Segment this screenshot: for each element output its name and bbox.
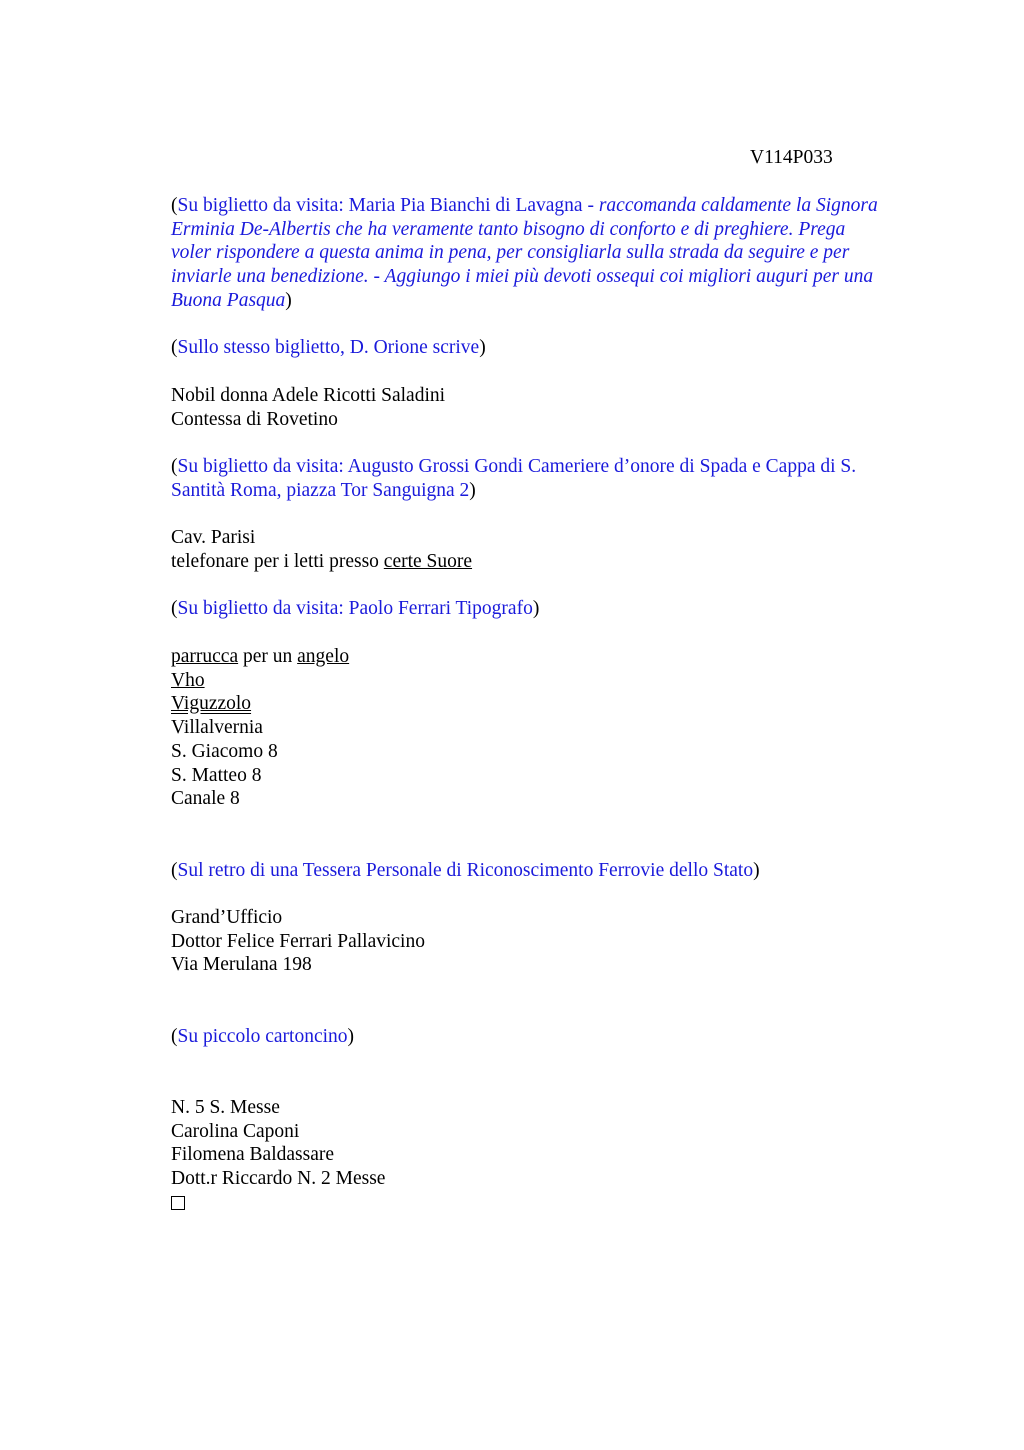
text-line: Dott.r Riccardo N. 2 Messe — [171, 1168, 386, 1190]
note-orione: (Sullo stesso biglietto, D. Orione scrive) — [171, 337, 486, 358]
note-label: Su biglietto da visita: Paolo Ferrari Tipografo — [177, 598, 533, 619]
text-line: Dottor Felice Ferrari Pallavicino — [171, 930, 425, 952]
address-block-ricotti — [171, 384, 931, 431]
text-line: Filomena Baldassare — [171, 1144, 334, 1166]
underlined-text: Vho — [171, 669, 205, 691]
text-line: Via Merulana 198 — [171, 954, 312, 976]
underlined-text: certe Suore — [383, 550, 473, 572]
note-text: Erminia De-Albertis che ha veramente tanto bisogno di conforto e di preghiere. Prega — [171, 218, 846, 240]
text-block-places: parrucca per un angelo Vho Viguzzolo Villalvernia S. Giacomo 8 S. Matteo 8 Canale 8 — [171, 645, 931, 811]
text-block-parisi: Cav. Parisi telefonare per i letti presso certe Suore — [171, 526, 931, 573]
text-line: N. 5 S. Messe — [171, 1097, 280, 1118]
card-note-ferrari: (Su biglietto da visita: Paolo Ferrari Tipografo) — [171, 598, 540, 619]
text-line: Contessa di Rovetino — [171, 408, 338, 430]
card-note-tessera: (Sul retro di una Tessera Personale di Riconoscimento Ferrovie dello Stato) — [171, 860, 760, 881]
note-label: Su biglietto da visita: Augusto Grossi Gondi Cameriere d’onore di Spada e Cappa di S. — [177, 456, 857, 477]
note-text: voler rispondere a questa anima in pena, per consigliarla sulla strada da seguire e per — [171, 242, 850, 264]
note-text: Buona Pasqua — [171, 289, 286, 311]
text-line: Carolina Caponi — [171, 1120, 300, 1142]
double-underlined-text: Viguzzolo — [171, 693, 252, 715]
text-line: S. Giacomo 8 — [171, 740, 278, 762]
underlined-text: parrucca — [171, 646, 239, 667]
note-text: raccomanda caldamente la Signora — [598, 195, 878, 216]
text-line: Canale 8 — [171, 788, 240, 810]
note-text: inviarle una benedizione. - Aggiungo i miei più devoti ossequi coi migliori auguri per una — [171, 266, 874, 288]
document-id: V114P033 — [750, 147, 833, 168]
card-note-bianchi — [171, 194, 931, 313]
card-note-cartoncino: (Su piccolo cartoncino) — [171, 1026, 355, 1047]
note-label: Su piccolo cartoncino — [177, 1026, 348, 1047]
note-line: (Su biglietto da visita: Maria Pia Bianchi di Lavagna - raccomanda caldamente la Signora — [171, 195, 878, 216]
text-line: Cav. Parisi — [171, 527, 256, 548]
text-line: Nobil donna Adele Ricotti Saladini — [171, 385, 446, 406]
text-block-messe — [171, 1096, 931, 1217]
note-label: Su biglietto da visita: Maria Pia Bianchi di Lavagna - — [177, 195, 599, 216]
text-line: Grand’Ufficio — [171, 907, 283, 928]
note-line: Buona Pasqua) — [171, 289, 292, 311]
underlined-text: angelo — [297, 646, 350, 667]
text-line: S. Matteo 8 — [171, 764, 262, 786]
card-note-grossi: (Su biglietto da visita: Augusto Grossi Gondi Cameriere d’onore di Spada e Cappa di S. Santità Roma, piazza Tor Sanguigna 2) — [171, 456, 857, 501]
note-label: Sullo stesso biglietto, D. Orione scrive — [177, 337, 480, 358]
text-line: Villalvernia — [171, 717, 263, 739]
address-block-pallavicino — [171, 906, 931, 977]
checkbox-square-icon — [171, 1196, 185, 1210]
note-label: Santità Roma, piazza Tor Sanguigna 2 — [171, 479, 470, 501]
note-label: Sul retro di una Tessera Personale di Riconoscimento Ferrovie dello Stato — [177, 860, 754, 881]
